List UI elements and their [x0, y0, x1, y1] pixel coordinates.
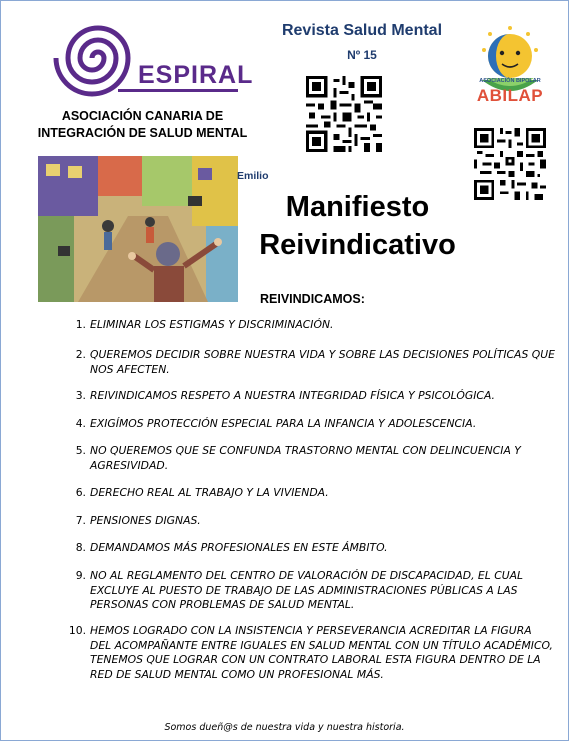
list-item-number: 6. [75, 486, 86, 499]
list-item-text: PENSIONES DIGNAS. [90, 514, 201, 527]
article-author: Emilio [237, 170, 269, 182]
list-item-number: 9. [75, 569, 86, 582]
list-item [66, 486, 556, 501]
list-item [66, 569, 556, 613]
list-item-text: EXIGÍMOS PROTECCIÓN ESPECIAL PARA LA INFANCIA Y ADOLESCENCIA. [90, 417, 477, 430]
list-item [66, 624, 556, 682]
list-item [66, 514, 556, 529]
list-item-text: QUEREMOS DECIDIR SOBRE NUESTRA VIDA Y SOBRE LAS DECISIONES POLÍTICAS QUE NOS AFECTEN. [90, 348, 555, 376]
list-item-text: DERECHO REAL AL TRABAJO Y LA VIVIENDA. [90, 486, 329, 499]
logo-underline [118, 89, 238, 92]
list-item [66, 444, 556, 473]
list-item-text: DEMANDAMOS MÁS PROFESIONALES EN ESTE ÁMBITO. [90, 541, 388, 554]
list-item-number: 3. [75, 389, 86, 402]
partner-name: ABILAP [476, 86, 544, 105]
footer-motto: Somos dueñ@s de nuestra vida y nuestra historia. [164, 722, 405, 733]
qr-code-icon[interactable] [306, 76, 382, 152]
list-item-text: NO AL REGLAMENTO DEL CENTRO DE VALORACIÓN DE DISCAPACIDAD, EL CUAL EXCLUYE AL PUESTO DE TRABAJO DE LAS ADMINISTRACIONES PÚBLICAS A LAS PERSONAS CON PROBLEMAS DE SALUD MENTAL. [90, 569, 524, 611]
section-heading: REIVINDICAMOS: [260, 292, 365, 306]
list-item-text: HEMOS LOGRADO CON LA INSISTENCIA Y PERSEVERANCIA ACREDITAR LA FIGURA DEL ACOMPAÑANTE ENTRE IGUALES EN SALUD MENTAL CON UN TÍTULO ACADÉMICO, TENEMOS QUE LOGRAR CON UN CONTRATO LABORAL ESTA FIGURA DENTRO DE LA RED DE SALUD MENTAL COMO UN PROFESIONAL MÁS. [90, 624, 553, 681]
list-item-text: ELIMINAR LOS ESTIGMAS Y DISCRIMINACIÓN. [90, 318, 334, 331]
list-item [66, 417, 556, 432]
logo-wordmark: ESPIRAL [138, 61, 254, 89]
magazine-title: Revista Salud Mental [281, 22, 443, 39]
list-item-number: 7. [75, 514, 86, 527]
list-item-number: 10. [68, 624, 86, 637]
list-item [66, 318, 556, 333]
partner-caption: ASOCIACIÓN BIPOLAR [479, 78, 541, 84]
protest-illustration [38, 156, 238, 302]
list-item-number: 8. [75, 541, 86, 554]
list-item-text: REIVINDICAMOS RESPETO A NUESTRA INTEGRIDAD FÍSICA Y PSICOLÓGICA. [90, 389, 495, 402]
list-item-number: 4. [75, 417, 86, 430]
issue-number: Nº 15 [347, 48, 377, 62]
list-item [66, 348, 556, 377]
list-item-number: 2. [75, 348, 86, 361]
list-item [66, 541, 556, 556]
list-item [66, 389, 556, 404]
list-item-text: NO QUEREMOS QUE SE CONFUNDA TRASTORNO MENTAL CON DELINCUENCIA Y AGRESIVIDAD. [90, 444, 521, 472]
organization-name: ASOCIACIÓN CANARIA DE INTEGRACIÓN DE SALUD MENTAL [37, 109, 248, 140]
article-title: Manifiesto Reivindicativo [259, 191, 456, 261]
list-item-number: 5. [75, 444, 86, 457]
list-item-number: 1. [75, 318, 86, 331]
